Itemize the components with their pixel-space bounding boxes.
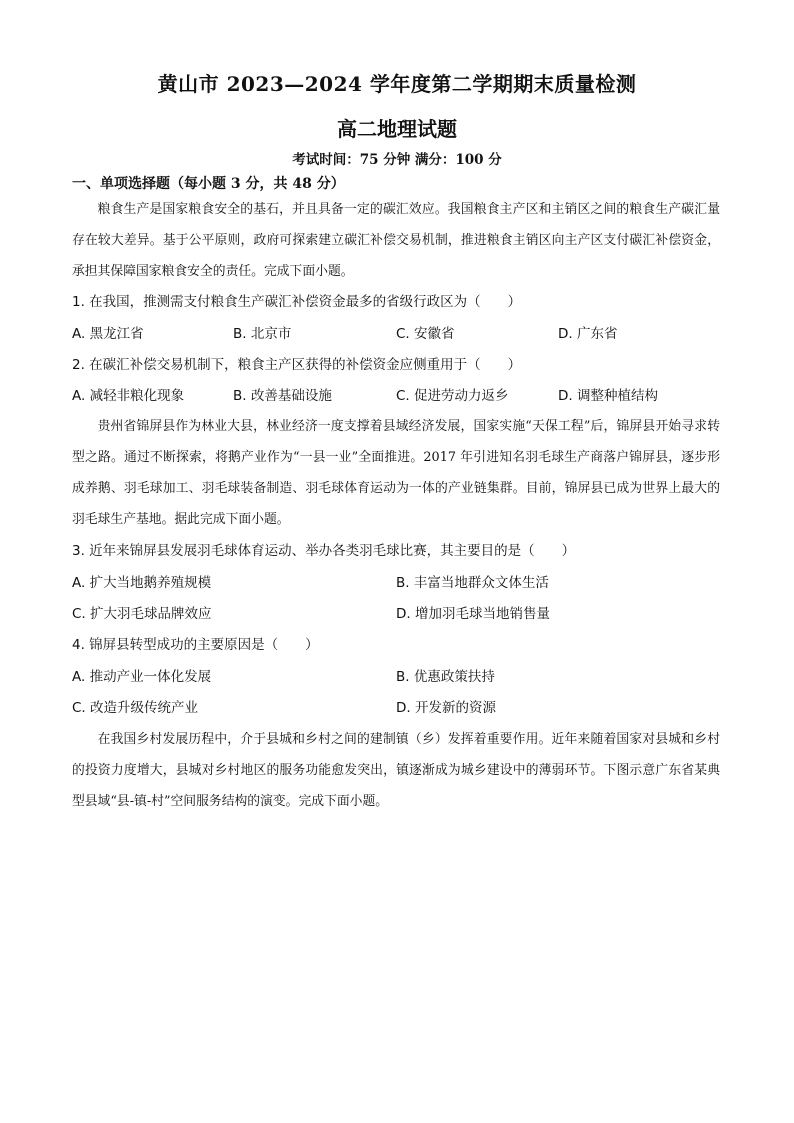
question-1-option-d: D. 广东省 (558, 326, 618, 342)
question-4-options-row1 (72, 667, 722, 687)
question-2-options (72, 386, 722, 406)
question-2-option-d: D. 调整种植结构 (558, 388, 658, 404)
passage-county-town-village: 在我国乡村发展历程中，介于县城和乡村之间的建制镇（乡）发挥着重要作用。近年来随着国家对县城和乡村的投资力度增大，县城对乡村地区的服务功能愈发突出，镇逐渐成为城乡建设中的薄弱环节。下图示意广东省某典型县域“县-镇-村”空间服务结构的演变。完成下面小题。 (72, 732, 720, 809)
question-1-options (72, 324, 722, 344)
question-2-option-c: C. 促进劳动力返乡 (396, 388, 509, 404)
question-3-options-row1 (72, 573, 722, 593)
question-2-option-b: B. 改善基础设施 (233, 388, 332, 404)
question-4-option-d: D. 开发新的资源 (396, 700, 496, 716)
exam-subtitle: 高二地理试题 (337, 117, 457, 141)
question-3-option-d: D. 增加羽毛球当地销售量 (396, 606, 550, 622)
exam-info: 考试时间：75 分钟 满分：100 分 (292, 152, 502, 168)
question-4-options-row2 (72, 698, 722, 718)
question-2-option-a: A. 减轻非粮化现象 (72, 388, 185, 404)
passage-badminton: 贵州省锦屏县作为林业大县，林业经济一度支撑着县域经济发展，国家实施“天保工程”后，锦屏县开始寻求转型之路。通过不断探索，将鹅产业作为“一县一业”全面推进。2017 年引进知名羽毛球生产商落户锦屏县，逐步形成养鹅、羽毛球加工、羽毛球装备制造、羽毛球体育运动为一体的产业链集群。目前，锦屏县已成为世界上最大的羽毛球生产基地。据此完成下面小题。 (72, 419, 720, 527)
question-1-option-b: B. 北京市 (233, 326, 292, 342)
question-3-option-a: A. 扩大当地鹅养殖规模 (72, 575, 212, 591)
exam-title: 黄山市 2023—2024 学年度第二学期期末质量检测 (157, 72, 637, 96)
section-heading: 一、单项选择题（每小题 3 分，共 48 分） (72, 176, 345, 192)
question-4-option-a: A. 推动产业一体化发展 (72, 669, 212, 685)
question-1-option-a: A. 黑龙江省 (72, 326, 144, 342)
question-3-option-c: C. 扩大羽毛球品牌效应 (72, 606, 212, 622)
question-4-stem: 4. 锦屏县转型成功的主要原因是（ ） (72, 637, 319, 653)
passage-carbon-sink: 粮食生产是国家粮食安全的基石，并且具备一定的碳汇效应。我国粮食主产区和主销区之间的粮食生产碳汇量存在较大差异。基于公平原则，政府可探索建立碳汇补偿交易机制，推进粮食主销区向主产区支付碳汇补偿资金，承担其保障国家粮食安全的责任。完成下面小题。 (72, 202, 720, 279)
question-3-option-b: B. 丰富当地群众文体生活 (396, 575, 549, 591)
question-4-option-c: C. 改造升级传统产业 (72, 700, 199, 716)
question-3-options-row2 (72, 604, 722, 624)
question-2-stem: 2. 在碳汇补偿交易机制下，粮食主产区获得的补偿资金应侧重用于（ ） (72, 357, 522, 373)
question-1-stem: 1. 在我国，推测需支付粮食生产碳汇补偿资金最多的省级行政区为（ ） (72, 294, 522, 310)
question-3-stem: 3. 近年来锦屏县发展羽毛球体育运动、举办各类羽毛球比赛，其主要目的是（ ） (72, 543, 576, 559)
question-4-option-b: B. 优惠政策扶持 (396, 669, 495, 685)
question-1-option-c: C. 安徽省 (396, 326, 455, 342)
